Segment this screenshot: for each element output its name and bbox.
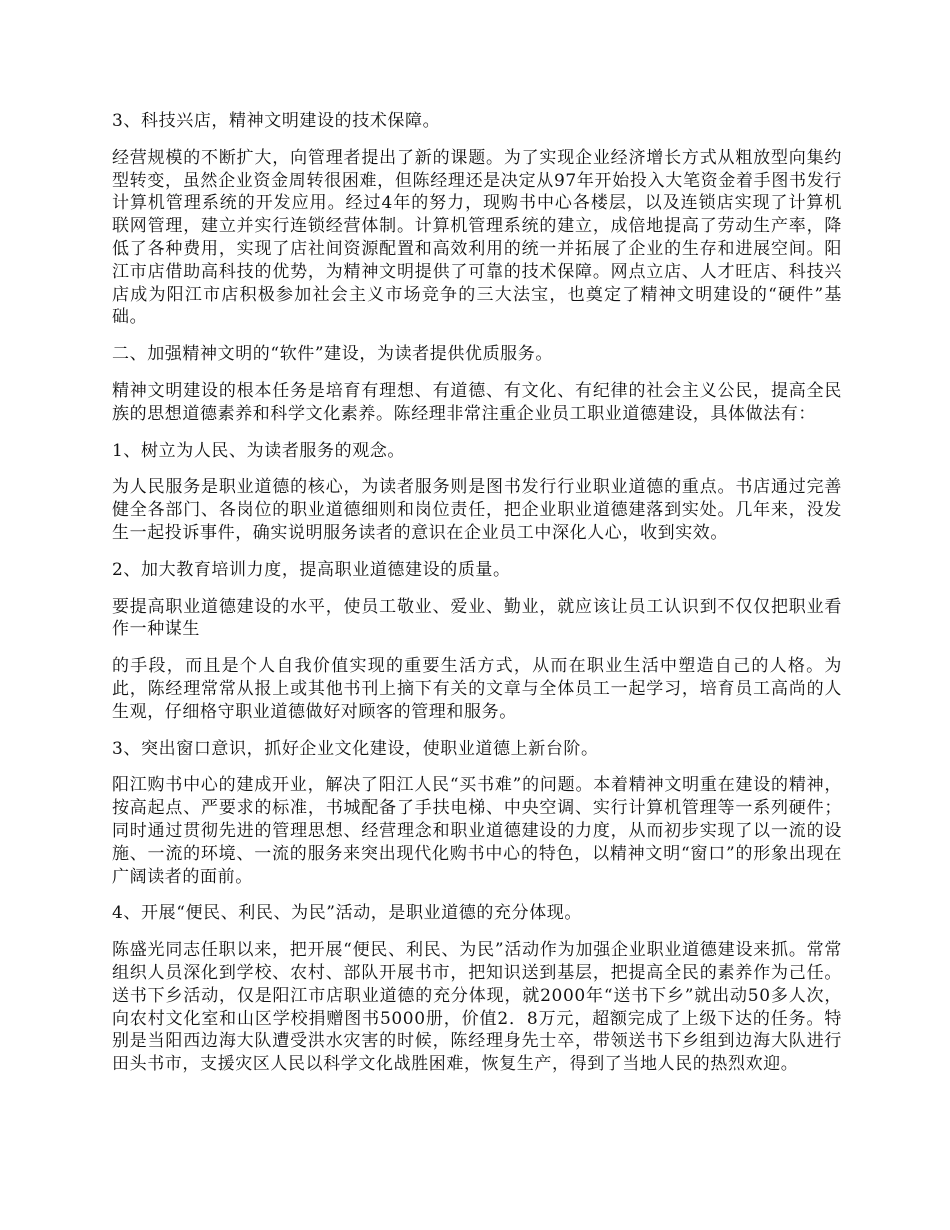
heading-tech-store: 3、科技兴店，精神文明建设的技术保障。 xyxy=(112,111,441,131)
paragraph-tech-management: 经营规模的不断扩大，向管理者提出了新的课题。为了实现企业经济增长方式从粗放型向集约型转变，虽然企业资金周转很困难，但陈经理还是决定从97年开始投入大笔资金着手图书发行计算机管理系统的开发应用。经过4年的努力，现购书中心各楼层，以及连锁店实现了计算机联网管理，建立并实行连锁经营体制。计算机管理系统的建立，成倍地提高了劳动生产率，降低了各种费用，实现了店社间资源配置和高效利用的统一并拓展了企业的生存和进展空间。阳江市店借助高科技的优势，为精神文明提供了可靠的技术保障。网点立店、人才旺店、科技兴店成为阳江市店积极参加社会主义市场竞争的三大法宝，也奠定了精神文明建设的“硬件”基础。 xyxy=(112,147,842,328)
heading-education-training: 2、加大教育培训力度，提高职业道德建设的质量。 xyxy=(112,559,511,580)
heading-window-awareness: 3、突出窗口意识，抓好企业文化建设，使职业道德上新台阶。 xyxy=(112,738,599,759)
heading-convenience-activity: 4、开展“便民、利民、为民”活动，是职业道德的充分体现。 xyxy=(112,903,582,924)
paragraph-book-center: 阳江购书中心的建成开业，解决了阳江人民“买书难”的问题。本着精神文明重在建设的精神，按高起点、严要求的标准，书城配备了手扶电梯、中央空调、实行计算机管理等一系列硬件；同时通过贯彻先进的管理思想、经营理念和职业道德建设的力度，从而初步实现了以一流的设施、一流的环境、一流的服务来突出现代化购书中心的特色，以精神文明“窗口”的形象出现在广阔读者的面前。 xyxy=(112,775,842,887)
heading-software-construction: 二、加强精神文明的“软件”建设，为读者提供优质服务。 xyxy=(112,344,553,365)
document-page xyxy=(112,110,842,1090)
paragraph-books-to-countryside: 陈盛光同志任职以来，把开展“便民、利民、为民”活动作为加强企业职业道德建设来抓。常常组织人员深化到学校、农村、部队开展书市，把知识送到基层，把提高全民的素养作为己任。送书下乡活动，仅是阳江市店职业道德的充分体现，就2000年“送书下乡”就出动50多人次，向农村文化室和山区学校捐赠图书5000册，价值2．8万元，超额完成了上级下达的任务。特别是当阳西边海大队遭受洪水灾害的时候，陈经理身先士卒，带领送书下乡组到边海大队进行田头书市，支援灾区人民以科学文化战胜困难，恢复生产，得到了当地人民的热烈欢迎。 xyxy=(112,940,842,1075)
paragraph-education-part2: 的手段，而且是个人自我价值实现的重要生活方式，从而在职业生活中塑造自己的人格。为此，陈经理常常从报上或其他书刊上摘下有关的文章与全体员工一起学习，培育员工高尚的人生观，仔细格守职业道德做好对顾客的管理和服务。 xyxy=(112,656,842,722)
paragraph-fundamental-task: 精神文明建设的根本任务是培育有理想、有道德、有文化、有纪律的社会主义公民，提高全民族的思想道德素养和科学文化素养。陈经理非常注重企业员工职业道德建设，具体做法有： xyxy=(112,380,842,424)
paragraph-serve-people: 为人民服务是职业道德的核心，为读者服务则是图书发行行业职业道德的重点。书店通过完善健全各部门、各岗位的职业道德细则和岗位责任，把企业职业道德建落到实处。几年来，没发生一起投诉事件，确实说明服务读者的意识在企业员工中深化人心，收到实效。 xyxy=(112,477,842,543)
paragraph-education-part1: 要提高职业道德建设的水平，使员工敬业、爱业、勤业，就应该让员工认识到不仅仅把职业看作一种谋生 xyxy=(112,596,842,640)
heading-serve-people: 1、树立为人民、为读者服务的观念。 xyxy=(112,440,406,461)
